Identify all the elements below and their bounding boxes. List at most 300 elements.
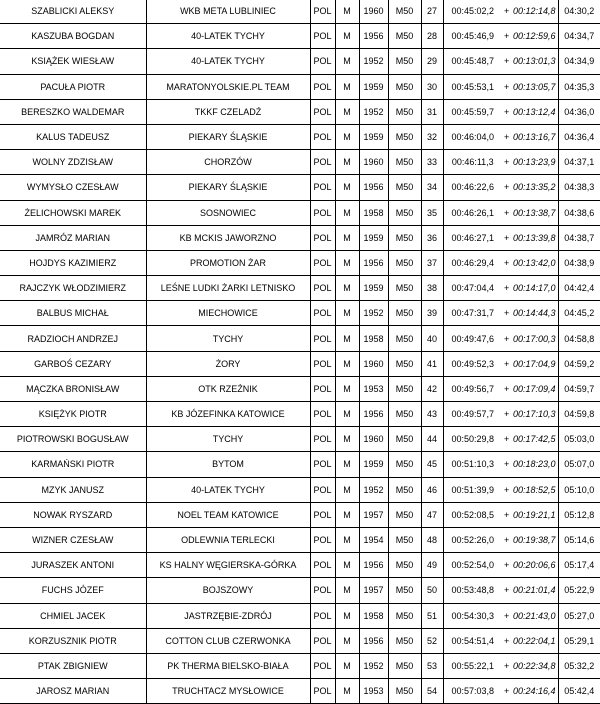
runner-gap: 00:13:38,7	[511, 200, 558, 225]
runner-pace: 04:38,9	[558, 250, 600, 275]
runner-gap: 00:17:10,3	[511, 402, 558, 427]
runner-sex: M	[335, 452, 359, 477]
runner-gap: 00:17:09,4	[511, 376, 558, 401]
runner-country: POL	[310, 124, 335, 149]
runner-birth-year: 1954	[359, 527, 388, 552]
runner-birth-year: 1960	[359, 427, 388, 452]
runner-time: 00:53:48,8	[443, 578, 502, 603]
runner-place: 52	[421, 628, 443, 653]
runner-pace: 05:17,4	[558, 553, 600, 578]
runner-club: KB JÓZEFINKA KATOWICE	[146, 402, 310, 427]
runner-category: M50	[388, 301, 421, 326]
runner-gap: 00:21:01,4	[511, 578, 558, 603]
runner-club: JASTRZĘBIE-ZDRÓJ	[146, 603, 310, 628]
runner-category: M50	[388, 502, 421, 527]
runner-name: FUCHS JÓZEF	[0, 578, 146, 603]
runner-birth-year: 1952	[359, 477, 388, 502]
runner-name: WOLNY ZDZISŁAW	[0, 150, 146, 175]
runner-club: NOEL TEAM KATOWICE	[146, 502, 310, 527]
runner-club: MIECHOWICE	[146, 301, 310, 326]
runner-time: 00:45:53,1	[443, 74, 502, 99]
runner-category: M50	[388, 99, 421, 124]
runner-birth-year: 1960	[359, 0, 388, 24]
table-row	[0, 502, 600, 527]
runner-gap: 00:13:39,8	[511, 225, 558, 250]
table-row	[0, 402, 600, 427]
runner-time: 00:49:52,3	[443, 351, 502, 376]
runner-sex: M	[335, 502, 359, 527]
runner-category: M50	[388, 477, 421, 502]
runner-category: M50	[388, 603, 421, 628]
runner-birth-year: 1959	[359, 124, 388, 149]
runner-time: 00:51:39,9	[443, 477, 502, 502]
runner-time: 00:45:59,7	[443, 99, 502, 124]
runner-place: 45	[421, 452, 443, 477]
runner-category: M50	[388, 653, 421, 678]
runner-time: 00:45:02,2	[443, 0, 502, 24]
runner-sex: M	[335, 628, 359, 653]
runner-gap-sign: +	[502, 351, 511, 376]
runner-country: POL	[310, 402, 335, 427]
runner-sex: M	[335, 175, 359, 200]
runner-country: POL	[310, 527, 335, 552]
table-row	[0, 527, 600, 552]
runner-country: POL	[310, 628, 335, 653]
runner-club: KS HALNY WĘGIERSKA-GÓRKA	[146, 553, 310, 578]
runner-sex: M	[335, 578, 359, 603]
runner-time: 00:46:04,0	[443, 124, 502, 149]
runner-pace: 05:14,6	[558, 527, 600, 552]
table-row	[0, 49, 600, 74]
runner-sex: M	[335, 0, 359, 24]
runner-name: KORZUSZNIK PIOTR	[0, 628, 146, 653]
runner-category: M50	[388, 200, 421, 225]
runner-gap-sign: +	[502, 175, 511, 200]
runner-sex: M	[335, 553, 359, 578]
runner-club: TYCHY	[146, 427, 310, 452]
runner-country: POL	[310, 603, 335, 628]
runner-category: M50	[388, 326, 421, 351]
runner-category: M50	[388, 679, 421, 704]
runner-club: 40-LATEK TYCHY	[146, 49, 310, 74]
runner-birth-year: 1952	[359, 49, 388, 74]
runner-name: KSIĘŻYK PIOTR	[0, 402, 146, 427]
runner-name: SZABLICKI ALEKSY	[0, 0, 146, 24]
runner-birth-year: 1957	[359, 502, 388, 527]
runner-place: 41	[421, 351, 443, 376]
runner-sex: M	[335, 99, 359, 124]
runner-place: 42	[421, 376, 443, 401]
runner-place: 33	[421, 150, 443, 175]
runner-gap: 00:13:01,3	[511, 49, 558, 74]
runner-category: M50	[388, 376, 421, 401]
runner-place: 43	[421, 402, 443, 427]
runner-name: HOJDYS KAZIMIERZ	[0, 250, 146, 275]
runner-country: POL	[310, 276, 335, 301]
runner-club: PROMOTION ŻAR	[146, 250, 310, 275]
runner-place: 37	[421, 250, 443, 275]
runner-country: POL	[310, 74, 335, 99]
runner-category: M50	[388, 225, 421, 250]
runner-pace: 04:36,0	[558, 99, 600, 124]
runner-time: 00:46:26,1	[443, 200, 502, 225]
table-row	[0, 452, 600, 477]
runner-gap-sign: +	[502, 527, 511, 552]
runner-sex: M	[335, 351, 359, 376]
runner-sex: M	[335, 301, 359, 326]
runner-pace: 05:10,0	[558, 477, 600, 502]
runner-gap: 00:12:14,8	[511, 0, 558, 24]
runner-category: M50	[388, 24, 421, 49]
runner-birth-year: 1952	[359, 653, 388, 678]
runner-sex: M	[335, 326, 359, 351]
runner-gap-sign: +	[502, 628, 511, 653]
runner-country: POL	[310, 653, 335, 678]
table-row	[0, 679, 600, 704]
runner-place: 35	[421, 200, 443, 225]
runner-gap: 00:13:12,4	[511, 99, 558, 124]
runner-gap-sign: +	[502, 225, 511, 250]
runner-country: POL	[310, 351, 335, 376]
runner-country: POL	[310, 452, 335, 477]
runner-gap-sign: +	[502, 402, 511, 427]
runner-gap: 00:19:21,1	[511, 502, 558, 527]
runner-name: ŻELICHOWSKI MAREK	[0, 200, 146, 225]
runner-gap-sign: +	[502, 578, 511, 603]
runner-sex: M	[335, 477, 359, 502]
runner-birth-year: 1956	[359, 628, 388, 653]
table-row	[0, 603, 600, 628]
runner-birth-year: 1952	[359, 301, 388, 326]
runner-name: KARMAŃSKI PIOTR	[0, 452, 146, 477]
runner-gap: 00:22:34,8	[511, 653, 558, 678]
runner-pace: 04:35,3	[558, 74, 600, 99]
runner-club: PIEKARY ŚLĄSKIE	[146, 124, 310, 149]
runner-gap-sign: +	[502, 653, 511, 678]
runner-club: PIEKARY ŚLĄSKIE	[146, 175, 310, 200]
runner-name: BALBUS MICHAŁ	[0, 301, 146, 326]
runner-birth-year: 1956	[359, 250, 388, 275]
runner-place: 31	[421, 99, 443, 124]
runner-club: KB MCKIS JAWORZNO	[146, 225, 310, 250]
runner-time: 00:46:11,3	[443, 150, 502, 175]
runner-pace: 04:34,7	[558, 24, 600, 49]
runner-time: 00:52:08,5	[443, 502, 502, 527]
runner-category: M50	[388, 276, 421, 301]
runner-category: M50	[388, 578, 421, 603]
runner-sex: M	[335, 200, 359, 225]
runner-gap-sign: +	[502, 250, 511, 275]
table-row	[0, 124, 600, 149]
runner-pace: 05:27,0	[558, 603, 600, 628]
runner-time: 00:46:22,6	[443, 175, 502, 200]
runner-pace: 04:38,6	[558, 200, 600, 225]
runner-gap: 00:12:59,6	[511, 24, 558, 49]
runner-club: OTK RZEŹNIK	[146, 376, 310, 401]
runner-birth-year: 1959	[359, 225, 388, 250]
runner-pace: 05:12,8	[558, 502, 600, 527]
runner-time: 00:46:27,1	[443, 225, 502, 250]
runner-name: JAMRÓZ MARIAN	[0, 225, 146, 250]
runner-gap-sign: +	[502, 24, 511, 49]
runner-country: POL	[310, 49, 335, 74]
runner-country: POL	[310, 578, 335, 603]
runner-time: 00:54:30,3	[443, 603, 502, 628]
runner-country: POL	[310, 301, 335, 326]
runner-country: POL	[310, 24, 335, 49]
runner-country: POL	[310, 175, 335, 200]
runner-name: RADZIOCH ANDRZEJ	[0, 326, 146, 351]
runner-gap-sign: +	[502, 603, 511, 628]
runner-name: BERESZKO WALDEMAR	[0, 99, 146, 124]
runner-name: PIOTROWSKI BOGUSŁAW	[0, 427, 146, 452]
runner-country: POL	[310, 200, 335, 225]
runner-birth-year: 1953	[359, 376, 388, 401]
runner-place: 34	[421, 175, 443, 200]
runner-time: 00:45:48,7	[443, 49, 502, 74]
runner-category: M50	[388, 74, 421, 99]
runner-time: 00:49:56,7	[443, 376, 502, 401]
runner-gap-sign: +	[502, 74, 511, 99]
runner-country: POL	[310, 150, 335, 175]
runner-club: SOSNOWIEC	[146, 200, 310, 225]
runner-time: 00:52:26,0	[443, 527, 502, 552]
runner-category: M50	[388, 351, 421, 376]
runner-name: PTAK ZBIGNIEW	[0, 653, 146, 678]
runner-sex: M	[335, 427, 359, 452]
runner-club: LEŚNE LUDKI ŻARKI LETNISKO	[146, 276, 310, 301]
runner-gap-sign: +	[502, 99, 511, 124]
runner-category: M50	[388, 150, 421, 175]
runner-category: M50	[388, 0, 421, 24]
table-row	[0, 578, 600, 603]
runner-sex: M	[335, 124, 359, 149]
runner-gap-sign: +	[502, 301, 511, 326]
runner-gap: 00:13:05,7	[511, 74, 558, 99]
runner-gap: 00:17:04,9	[511, 351, 558, 376]
runner-gap-sign: +	[502, 553, 511, 578]
runner-category: M50	[388, 175, 421, 200]
runner-time: 00:47:04,4	[443, 276, 502, 301]
runner-pace: 04:42,4	[558, 276, 600, 301]
runner-time: 00:54:51,4	[443, 628, 502, 653]
runner-place: 40	[421, 326, 443, 351]
table-row	[0, 301, 600, 326]
runner-time: 00:46:29,4	[443, 250, 502, 275]
runner-birth-year: 1959	[359, 452, 388, 477]
runner-club: TRUCHTACZ MYSŁOWICE	[146, 679, 310, 704]
runner-club: 40-LATEK TYCHY	[146, 24, 310, 49]
runner-place: 53	[421, 653, 443, 678]
runner-category: M50	[388, 553, 421, 578]
runner-time: 00:50:29,8	[443, 427, 502, 452]
runner-pace: 04:59,8	[558, 402, 600, 427]
runner-country: POL	[310, 225, 335, 250]
runner-birth-year: 1958	[359, 326, 388, 351]
runner-sex: M	[335, 24, 359, 49]
runner-sex: M	[335, 74, 359, 99]
runner-pace: 04:34,9	[558, 49, 600, 74]
runner-sex: M	[335, 376, 359, 401]
runner-category: M50	[388, 250, 421, 275]
runner-place: 28	[421, 24, 443, 49]
runner-gap: 00:24:16,4	[511, 679, 558, 704]
runner-gap: 00:13:23,9	[511, 150, 558, 175]
runner-sex: M	[335, 49, 359, 74]
runner-country: POL	[310, 553, 335, 578]
runner-club: ŻORY	[146, 351, 310, 376]
runner-club: TKKF CZELADŹ	[146, 99, 310, 124]
runner-club: CHORZÓW	[146, 150, 310, 175]
runner-category: M50	[388, 124, 421, 149]
runner-name: KASZUBA BOGDAN	[0, 24, 146, 49]
table-row	[0, 250, 600, 275]
runner-birth-year: 1958	[359, 603, 388, 628]
runner-name: NOWAK RYSZARD	[0, 502, 146, 527]
runner-place: 49	[421, 553, 443, 578]
runner-place: 48	[421, 527, 443, 552]
runner-gap: 00:21:43,0	[511, 603, 558, 628]
table-row	[0, 653, 600, 678]
runner-name: CHMIEL JACEK	[0, 603, 146, 628]
runner-country: POL	[310, 326, 335, 351]
runner-pace: 05:29,1	[558, 628, 600, 653]
runner-pace: 04:45,2	[558, 301, 600, 326]
runner-gap-sign: +	[502, 276, 511, 301]
runner-category: M50	[388, 527, 421, 552]
runner-gap: 00:19:38,7	[511, 527, 558, 552]
runner-pace: 05:07,0	[558, 452, 600, 477]
runner-name: WYMYSŁO CZESŁAW	[0, 175, 146, 200]
runner-gap-sign: +	[502, 376, 511, 401]
table-row	[0, 24, 600, 49]
runner-gap-sign: +	[502, 502, 511, 527]
runner-name: GARBOŚ CEZARY	[0, 351, 146, 376]
runner-gap: 00:18:52,5	[511, 477, 558, 502]
runner-gap: 00:13:35,2	[511, 175, 558, 200]
runner-birth-year: 1956	[359, 553, 388, 578]
runner-place: 47	[421, 502, 443, 527]
runner-gap-sign: +	[502, 452, 511, 477]
table-row	[0, 628, 600, 653]
table-row	[0, 477, 600, 502]
runner-name: JURASZEK ANTONI	[0, 553, 146, 578]
runner-gap: 00:13:16,7	[511, 124, 558, 149]
runner-club: PK THERMA BIELSKO-BIAŁA	[146, 653, 310, 678]
runner-club: MARATONYOLSKIE.PL TEAM	[146, 74, 310, 99]
runner-place: 30	[421, 74, 443, 99]
runner-gap: 00:17:42,5	[511, 427, 558, 452]
runner-place: 50	[421, 578, 443, 603]
runner-gap: 00:22:04,1	[511, 628, 558, 653]
runner-name: KSIĄŻEK WIESŁAW	[0, 49, 146, 74]
runner-birth-year: 1959	[359, 74, 388, 99]
runner-time: 00:49:47,6	[443, 326, 502, 351]
runner-country: POL	[310, 477, 335, 502]
runner-sex: M	[335, 527, 359, 552]
runner-place: 39	[421, 301, 443, 326]
runner-name: PACUŁA PIOTR	[0, 74, 146, 99]
runner-club: 40-LATEK TYCHY	[146, 477, 310, 502]
table-row	[0, 427, 600, 452]
runner-gap-sign: +	[502, 326, 511, 351]
runner-sex: M	[335, 603, 359, 628]
runner-gap-sign: +	[502, 0, 511, 24]
runner-pace: 04:58,8	[558, 326, 600, 351]
runner-birth-year: 1956	[359, 175, 388, 200]
runner-time: 00:49:57,7	[443, 402, 502, 427]
runner-sex: M	[335, 679, 359, 704]
runner-birth-year: 1960	[359, 150, 388, 175]
runner-name: KALUS TADEUSZ	[0, 124, 146, 149]
runner-country: POL	[310, 679, 335, 704]
runner-place: 44	[421, 427, 443, 452]
runner-name: MZYK JANUSZ	[0, 477, 146, 502]
runner-pace: 05:22,9	[558, 578, 600, 603]
runner-gap: 00:18:23,0	[511, 452, 558, 477]
runner-place: 32	[421, 124, 443, 149]
runner-pace: 04:59,2	[558, 351, 600, 376]
table-row	[0, 150, 600, 175]
runner-time: 00:57:03,8	[443, 679, 502, 704]
table-row	[0, 175, 600, 200]
runner-club: BYTOM	[146, 452, 310, 477]
runner-birth-year: 1956	[359, 24, 388, 49]
runner-time: 00:55:22,1	[443, 653, 502, 678]
table-row	[0, 74, 600, 99]
runner-place: 38	[421, 276, 443, 301]
table-row	[0, 351, 600, 376]
runner-pace: 04:38,3	[558, 175, 600, 200]
runner-time: 00:47:31,7	[443, 301, 502, 326]
table-row	[0, 326, 600, 351]
runner-gap-sign: +	[502, 200, 511, 225]
runner-category: M50	[388, 49, 421, 74]
runner-club: TYCHY	[146, 326, 310, 351]
runner-name: JAROSZ MARIAN	[0, 679, 146, 704]
runner-name: WIZNER CZESŁAW	[0, 527, 146, 552]
runner-pace: 05:03,0	[558, 427, 600, 452]
runner-gap-sign: +	[502, 427, 511, 452]
runner-place: 36	[421, 225, 443, 250]
runner-gap: 00:20:06,6	[511, 553, 558, 578]
runner-country: POL	[310, 427, 335, 452]
runner-gap: 00:17:00,3	[511, 326, 558, 351]
runner-sex: M	[335, 276, 359, 301]
table-row	[0, 276, 600, 301]
runner-birth-year: 1956	[359, 402, 388, 427]
runner-gap-sign: +	[502, 150, 511, 175]
runner-gap: 00:13:42,0	[511, 250, 558, 275]
runner-category: M50	[388, 402, 421, 427]
runner-pace: 04:30,2	[558, 0, 600, 24]
runner-pace: 04:59,7	[558, 376, 600, 401]
runner-place: 29	[421, 49, 443, 74]
runner-club: COTTON CLUB CZERWONKA	[146, 628, 310, 653]
runner-pace: 05:42,4	[558, 679, 600, 704]
runner-gap: 00:14:44,3	[511, 301, 558, 326]
runner-gap-sign: +	[502, 477, 511, 502]
runner-name: RAJCZYK WŁODZIMIERZ	[0, 276, 146, 301]
runner-gap-sign: +	[502, 124, 511, 149]
runner-club: ODLEWNIA TERLECKI	[146, 527, 310, 552]
runner-pace: 04:36,4	[558, 124, 600, 149]
runner-gap-sign: +	[502, 49, 511, 74]
runner-country: POL	[310, 502, 335, 527]
runner-sex: M	[335, 653, 359, 678]
runner-club: BOJSZOWY	[146, 578, 310, 603]
runner-sex: M	[335, 225, 359, 250]
